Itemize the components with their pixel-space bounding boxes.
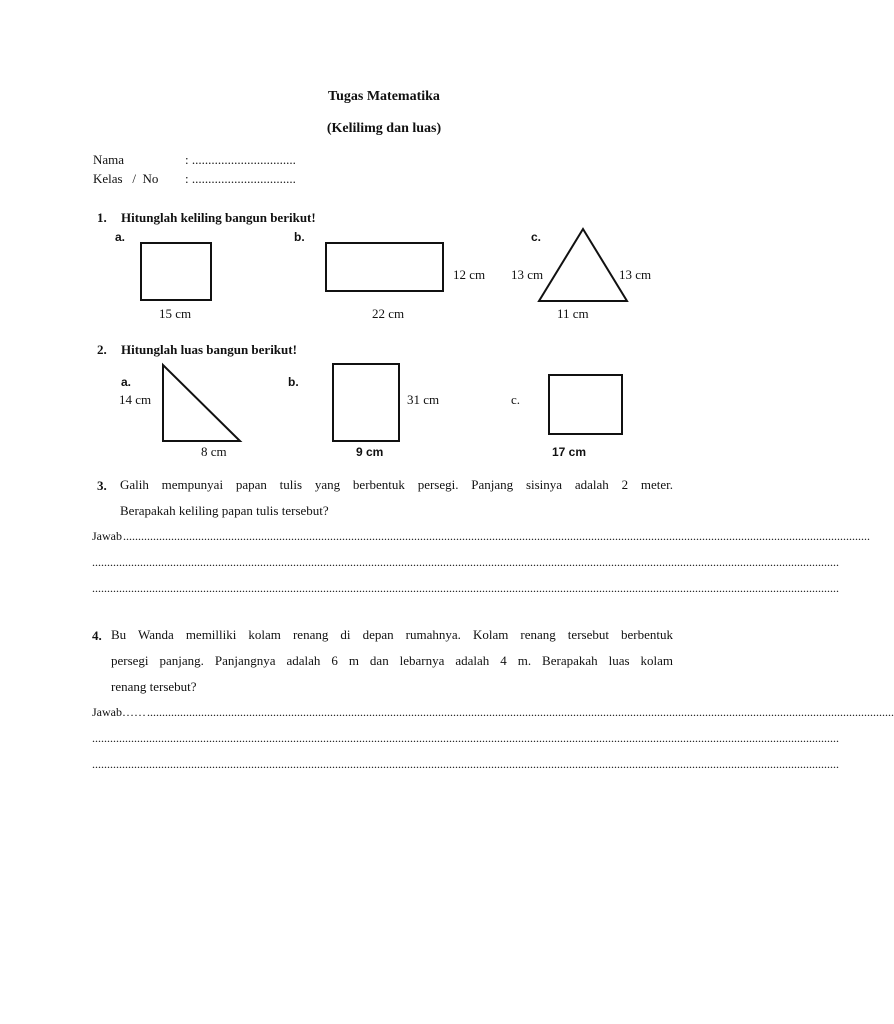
q1-c-left-length: 13 cm — [511, 267, 544, 282]
q1-number: 1. — [97, 210, 107, 225]
q2-b-label: b. — [288, 375, 299, 389]
q2-a-label: a. — [121, 375, 132, 389]
q2-number: 2. — [97, 342, 107, 357]
class-label: Kelas / No — [93, 171, 159, 186]
q4-answer-dots-3: ......................................................................................................................................................................................................................................................... — [92, 757, 839, 771]
q1-c-label: c. — [531, 230, 542, 244]
q1-c-bottom-length: 11 cm — [557, 306, 589, 321]
q2-b-rectangle — [332, 363, 400, 442]
q3-text — [120, 472, 673, 524]
q2-prompt: Hitunglah luas bangun berikut! — [121, 342, 297, 357]
q1-a-bottom-length: 15 cm — [159, 306, 192, 321]
q1-c-triangle — [535, 226, 631, 304]
page-subtitle: (Kelilimg dan luas) — [326, 121, 442, 136]
q3-answer-dots-3: ......................................................................................................................................................................................................................................................... — [92, 581, 839, 595]
q4-answer-line-2[interactable] — [92, 731, 839, 747]
q4-answer-line-1[interactable] — [92, 705, 894, 721]
q2-c-label: c. — [511, 392, 521, 407]
q4-answer-dots-1: ......................................................................................................................................................................................................................................................... — [147, 705, 894, 719]
q1-b-label: b. — [294, 230, 305, 244]
q2-b-bottom-length: 9 cm — [356, 445, 384, 459]
q1-b-bottom-length: 22 cm — [372, 306, 405, 321]
q4-answer-label: Jawab…… — [92, 705, 146, 719]
q3-line-1: Galih mempunyai papan tulis yang berbentuk persegi. Panjang sisinya adalah 2 meter. — [120, 477, 673, 492]
q1-b-side-length: 12 cm — [453, 267, 486, 282]
q2-a-side-length: 14 cm — [119, 392, 152, 407]
q4-text — [111, 622, 673, 700]
q4-answer-dots-2: ......................................................................................................................................................................................................................................................... — [92, 731, 839, 745]
q2-b-side-length: 31 cm — [407, 392, 440, 407]
class-field[interactable]: : ................................ — [185, 171, 296, 186]
q1-b-rectangle — [325, 242, 444, 292]
q2-a-right-triangle — [158, 362, 244, 444]
q3-line-2: Berapakah keliling papan tulis tersebut? — [120, 503, 329, 518]
q2-a-bottom-length: 8 cm — [201, 444, 227, 459]
page-title: Tugas Matematika — [328, 89, 440, 104]
q4-answer-line-3[interactable] — [92, 757, 839, 773]
q3-answer-label: Jawab — [92, 529, 122, 543]
q4-line-3: renang tersebut? — [111, 679, 197, 694]
q1-a-label: a. — [115, 230, 126, 244]
q3-answer-line-1[interactable] — [92, 529, 870, 545]
q3-answer-dots-2: ......................................................................................................................................................................................................................................................... — [92, 555, 839, 569]
q4-line-2: persegi panjang. Panjangnya adalah 6 m dan lebarnya adalah 4 m. Berapakah luas kolam — [111, 653, 673, 668]
q1-prompt: Hitunglah keliling bangun berikut! — [121, 210, 316, 225]
name-label: Nama — [93, 152, 125, 167]
q3-answer-line-2[interactable] — [92, 555, 839, 571]
q3-answer-line-3[interactable] — [92, 581, 839, 597]
q4-line-1: Bu Wanda memilliki kolam renang di depan rumahnya. Kolam renang tersebut berbentuk — [111, 627, 673, 642]
q3-answer-dots-1: ......................................................................................................................................................................................................................................................... — [123, 529, 870, 543]
q4-number: 4. — [92, 628, 102, 643]
name-field[interactable]: : ................................ — [185, 152, 296, 167]
q2-c-square — [548, 374, 623, 435]
q2-c-bottom-length: 17 cm — [552, 445, 587, 459]
q1-c-right-length: 13 cm — [619, 267, 652, 282]
q3-number: 3. — [97, 478, 107, 493]
q1-a-rectangle — [140, 242, 212, 301]
